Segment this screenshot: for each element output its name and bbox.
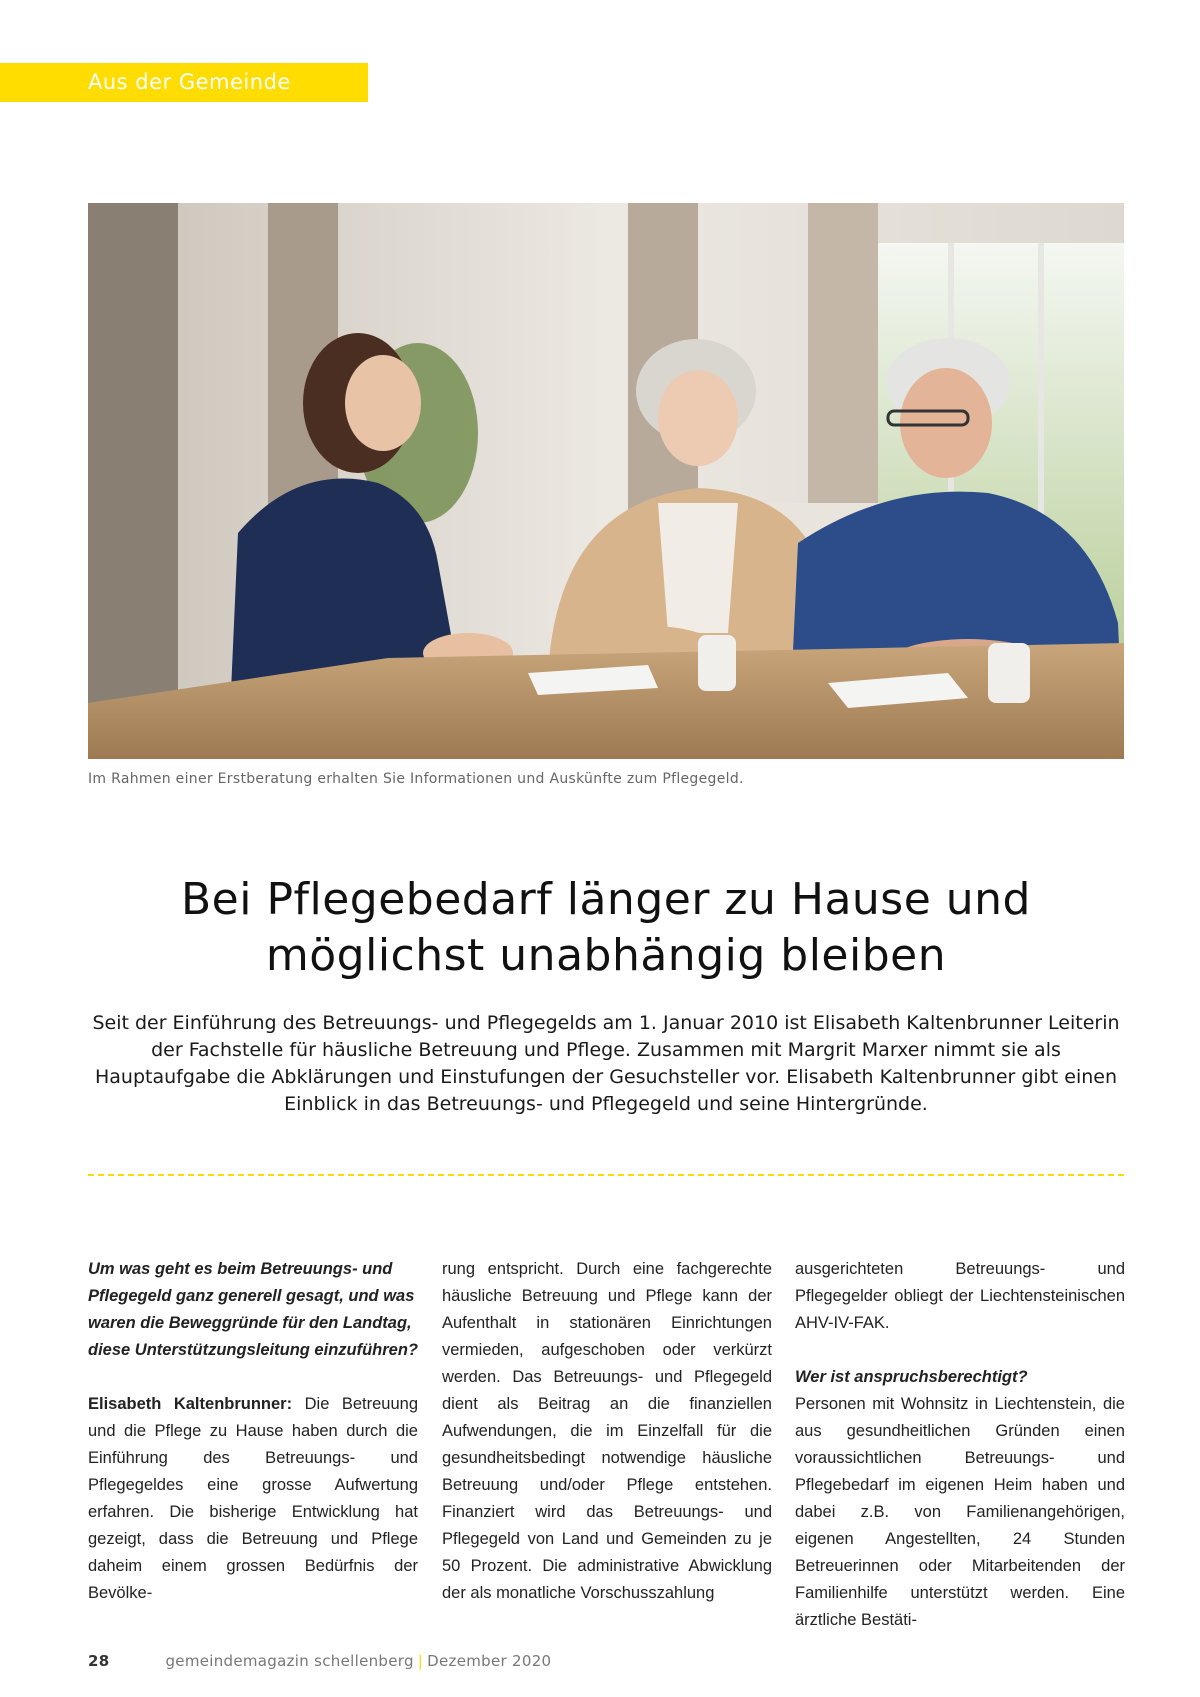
answer-continuation: rung entspricht. Durch eine fachgerechte häusliche Betreuung und Pflege kann der Aufenthalt in stationären Einrichtungen vermieden, aufgeschoben oder verkürzt werden. Das Betreuungs- und Pflegegeld dient als Beitrag an die finanziellen Aufwendungen, die im Einzelfall für die gesundheitsbedingt notwendige häusliche Betreuung und/oder Pflege entstehen. Finanziert wird das Betreuungs- und Pflegegeld von Land und Gemeinden zu je 50 Prozent. Die administrative Abwicklung der als monatliche Vorschusszahlung [442,1260,772,1602]
photo-caption: Im Rahmen einer Erstberatung erhalten Sie Informationen und Auskünfte zum Pflegegeld. [88,771,744,787]
interview-answer: Personen mit Wohnsitz in Liechtenstein, die aus gesundheitlichen Gründen einen voraussichtlichen Betreuungs- und Pflegebedarf im eigenen Heim haben und dabei z.B. von Familienangehörigen, eigenen Angestellten, 24 Stunden Betreuerinnen oder Mitarbeitenden der Familienhilfe unterstützt werden. Eine ärztliche Bestäti- [795,1395,1125,1629]
consultation-photo-illustration [88,203,1124,759]
interview-question: Um was geht es beim Betreuungs- und Pflegegeld ganz generell gesagt, und was waren die Beweggründe für den Landtag, diese Unterstützungsleitung einzuführen? [88,1260,419,1359]
publication-name: gemeindemagazin schellenberg [165,1652,414,1670]
text-column-3 [795,1256,1125,1634]
page-number: 28 [88,1652,110,1670]
page-footer [88,1652,551,1670]
article-photo [88,203,1124,759]
dashed-divider [88,1174,1124,1176]
interview-answer [88,1391,418,1607]
section-tag: Aus der Gemeinde [0,63,368,102]
paragraph-gap [88,1364,418,1391]
footer-separator: | [417,1652,424,1670]
headline-line-1: Bei Pflegebedarf länger zu Hause und [181,874,1031,925]
speaker-name: Elisabeth Kaltenbrunner: [88,1395,293,1413]
issue-date: Dezember 2020 [427,1652,552,1670]
text-column-1 [88,1256,418,1607]
answer-continuation: ausgerichteten Betreuungs- und Pflegegelder obliegt der Liechtensteinischen AHV-IV-FAK. [795,1260,1125,1332]
article-lead: Seit der Einführung des Betreuungs- und Pflegegelds am 1. Januar 2010 ist Elisabeth Kaltenbrunner Leiterin der Fachstelle für häusliche Betreuung und Pflege. Zusammen mit Margrit Marxer nimmt sie als Hauptaufgabe die Abklärungen und Einstufungen der Gesuchsteller vor. Elisabeth Kaltenbrunner gibt einen Einblick in das Betreuungs- und Pflegegeld und seine Hintergründe. [92,1012,1120,1115]
article-headline [88,872,1124,984]
paragraph-gap [795,1337,1125,1364]
answer-text: Die Betreuung und die Pflege zu Hause haben durch die Einführung des Betreuungs- und Pflegegeldes eine grosse Aufwertung erfahren. Die bisherige Entwicklung hat gezeigt, dass die Betreuung und Pflege daheim einem grossen Bedürfnis der Bevölke- [88,1395,418,1602]
headline-line-2: möglichst unabhängig bleiben [265,930,947,981]
text-column-2 [442,1256,772,1607]
interview-question: Wer ist anspruchsberechtigt? [795,1368,1028,1386]
